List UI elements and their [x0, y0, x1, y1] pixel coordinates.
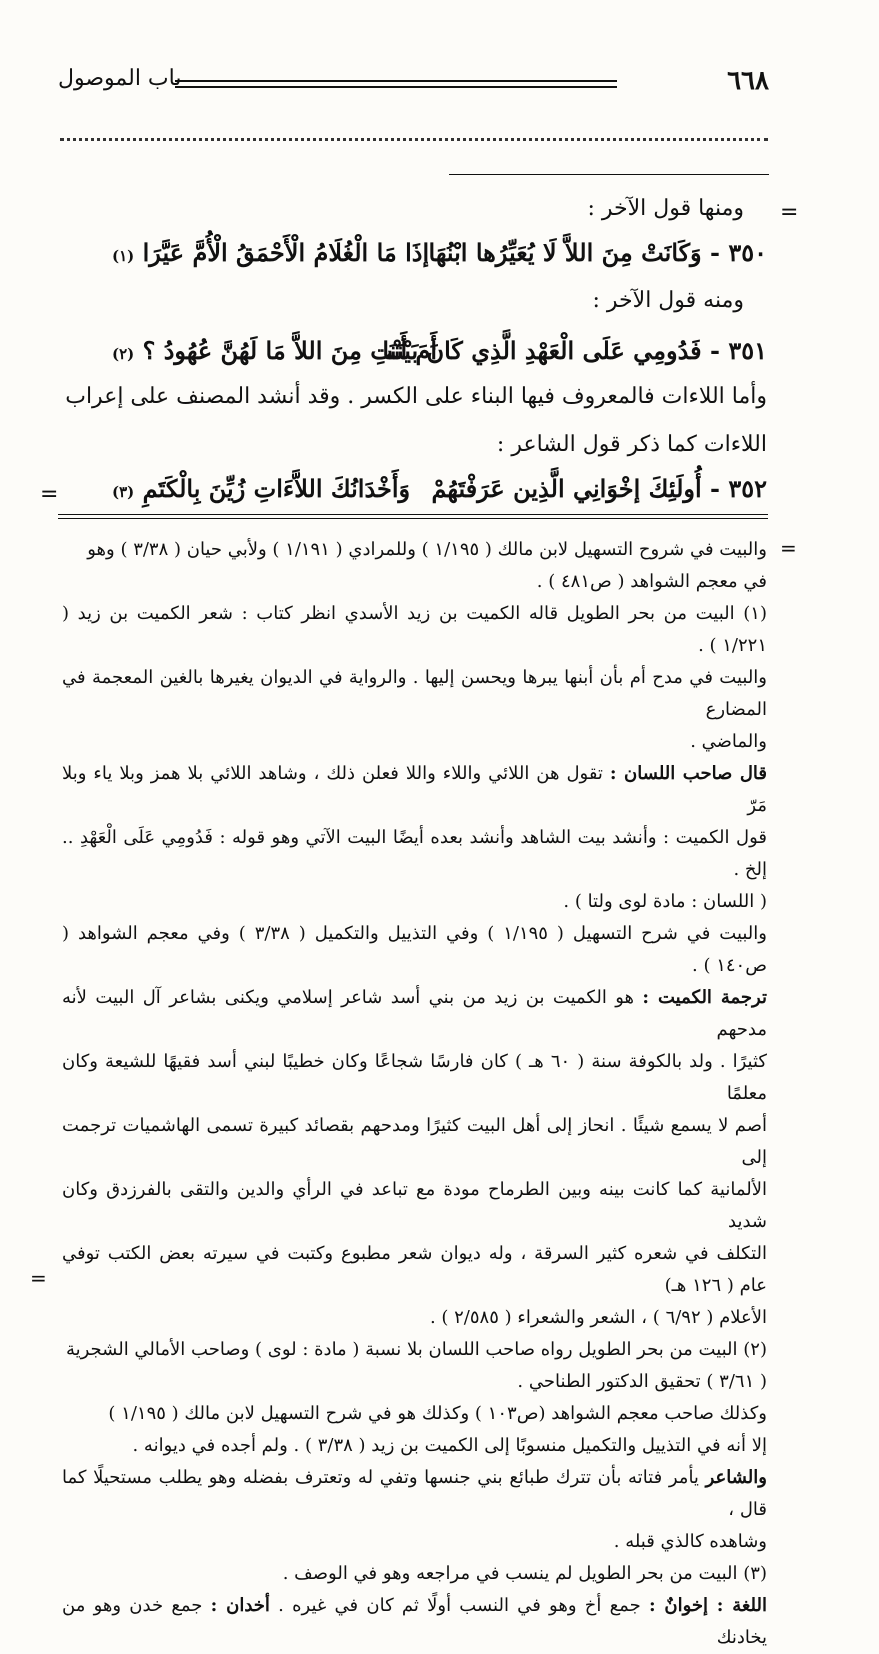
footnote-line: (٢) البيت من بحر الطويل رواه صاحب اللسان بلا نسبة ( مادة : لوى ) وصاحب الأمالي الشجرية	[65, 1339, 767, 1360]
verse-351-number: ٣٥١ -	[710, 336, 767, 365]
verse-352-number: ٣٥٢ -	[710, 474, 767, 503]
footnote-line: ( ٣/٦١ ) تحقيق الدكتور الطناحي .	[517, 1371, 767, 1392]
footnote-line: ترجمة الكميت : هو الكميت بن زيد من بني أسد شاعر إسلامي ويكنى بشاعر آل البيت لأنه مدحهم	[62, 987, 767, 1040]
chapter-title: باب الموصول	[58, 66, 182, 91]
page-number: ٦٦٨	[727, 66, 769, 96]
footnote-line: والبيت في مدح أم بأن أبنها يبرها ويحسن إليها . والرواية في الديوان يغيرها بالغين المعجمة في المضارع	[62, 667, 767, 720]
paragraph-line-2: اللاءات كما ذكر قول الشاعر :	[496, 432, 767, 457]
footnote-line: اللغة : إخوانٌ : جمع أخ وهو في النسب أولًا ثم كان في غيره . أخدان : جمع خدن وهو من يخادنك	[62, 1595, 768, 1648]
footnote-line: الألمانية كما كانت بينه وبين الطرماح مودة مع تباعد في الرأي والدين والتقى بالفرزدق وكان شديد	[62, 1179, 767, 1232]
footnote-line: والبيت في شرح التسهيل ( ١/١٩٥ ) وفي التذييل والتكميل ( ٣/٣٨ ) وفي معجم الشواهد ( ص١٤٠ ) .	[62, 923, 767, 976]
footnote-ref-3: (٣)	[112, 483, 135, 501]
verse-352-second-hemistich: وَأَخْدَانُكَ اللاَّءَاتِ زُيِّنَ بِالْكَتَمِ (٣)	[112, 474, 411, 503]
footnote-continuation-mark: =	[780, 536, 797, 560]
verse-350	[112, 238, 767, 274]
intro-line-2: ومنه قول الآخر :	[592, 288, 744, 313]
dotted-divider	[60, 138, 768, 141]
footnote-line: (١) البيت من بحر الطويل قاله الكميت بن زيد الأسدي انظر كتاب : شعر الكميت بن زيد ( ١/٢٢١ ) .	[62, 603, 767, 656]
footnote-line: كثيرًا . ولد بالكوفة سنة ( ٦٠ هـ ) كان فارسًا شجاعًا وكان خطيبًا لبني أسد فقيهًا للشيعة وكان معلمًا	[62, 1051, 767, 1104]
verse-351-second-hemistich: أَمَ أَنْتِ مِنَ اللاَّ مَا لَهُنَّ عُهُودُ ؟ (٢)	[112, 336, 438, 365]
footnote-line: إلا أنه في التذييل والتكميل منسوبًا إلى الكميت بن زيد ( ٣/٣٨ ) . ولم أجده في ديوانه .	[132, 1435, 767, 1456]
footnote-line: وكذلك صاحب معجم الشواهد (ص١٠٣ ) وكذلك هو في شرح التسهيل لابن مالك ( ١/١٩٥ )	[108, 1403, 767, 1424]
footnote-ref-2: (٢)	[112, 345, 135, 363]
footnote-line: الأعلام ( ٦/٩٢ ) ، الشعر والشعراء ( ٢/٥٨٥ ) .	[429, 1307, 767, 1328]
verse-350-second-hemistich: إذَا مَا الْغُلَامُ الْأَحْمَقُ الْأُمَّ عَيَّرَا (١)	[112, 238, 430, 267]
intro-line-1: ومنها قول الآخر :	[587, 196, 744, 221]
footnote-line: قال صاحب اللسان : تقول هن اللائي واللاء واللا فعلن ذلك ، وشاهد اللائي بلا همز وبلا ياء وبلا مَرّ	[62, 763, 768, 816]
footnote-line: والماضي .	[690, 731, 767, 752]
footnote-separator	[58, 514, 768, 519]
footnote-line: والبيت في شروح التسهيل لابن مالك ( ١/١٩٥ ) وللمرادي ( ١/١٩١ ) ولأبي حيان ( ٣/٣٨ ) وهو	[87, 539, 767, 560]
verse-351	[112, 336, 767, 372]
verse-352	[112, 474, 767, 510]
continuation-rule	[449, 174, 769, 175]
footnote-line: أصم لا يسمع شيئًا . انحاز إلى أهل البيت كثيرًا ومدحهم بقصائد كبيرة تسمى الهاشميات ترجمت إلى	[62, 1115, 767, 1168]
verse-352-first-hemistich: ٣٥٢ - أُولَئِكَ إخْوَانِي الَّذِين عَرَفْتَهُمْ	[431, 474, 767, 503]
footnotes-block	[62, 534, 767, 1654]
footnote-line: وشاهده كالذي قبله .	[613, 1531, 767, 1552]
verse-continuation-mark: =	[40, 482, 59, 507]
continuation-mark: =	[780, 200, 799, 225]
verse-351-first-hemistich: ٣٥١ - فَدُومِي عَلَى الْعَهْدِ الَّذِي كَانَ بَيْنَنَا	[382, 336, 767, 365]
footnote-line: والشاعر يأمر فتاته بأن تترك طبائع بني جنسها وتفي له وتعترف بفضله وهو يطلب مستحيلًا كما قال ،	[62, 1467, 767, 1520]
paragraph-line-1: وأما اللاءات فالمعروف فيها البناء على الكسر . وقد أنشد المصنف على إعراب	[65, 384, 767, 409]
footnote-line: (٣) البيت من بحر الطويل لم ينسب في مراجعه وهو في الوصف .	[282, 1563, 767, 1584]
header-rule	[175, 80, 617, 88]
footnote-line: في معجم الشواهد ( ص٤٨١ ) .	[536, 571, 767, 592]
footnote-line: التكلف في شعره كثير السرقة ، وله ديوان شعر مطبوع وكتبت في سيرته بعض الكتب توفي عام ( ١٢٦ هـ)	[62, 1243, 767, 1296]
verse-350-first-hemistich: ٣٥٠ - وَكَانَتْ مِنَ اللاَّ لَا يُعَيِّرُها ابْنُهَا	[428, 238, 767, 267]
verse-350-number: ٣٥٠ -	[710, 238, 767, 267]
footnote-ref-1: (١)	[112, 247, 135, 265]
footnote-line: ( اللسان : مادة لوى ولتا ) .	[563, 891, 767, 912]
footnote-end-mark: =	[30, 1266, 47, 1290]
footnote-line: قول الكميت : وأنشد بيت الشاهد وأنشد بعده أيضًا البيت الآتي وهو قوله : فَدُومِي عَلَى الْعَهْدِ .. إلخ .	[62, 827, 767, 880]
